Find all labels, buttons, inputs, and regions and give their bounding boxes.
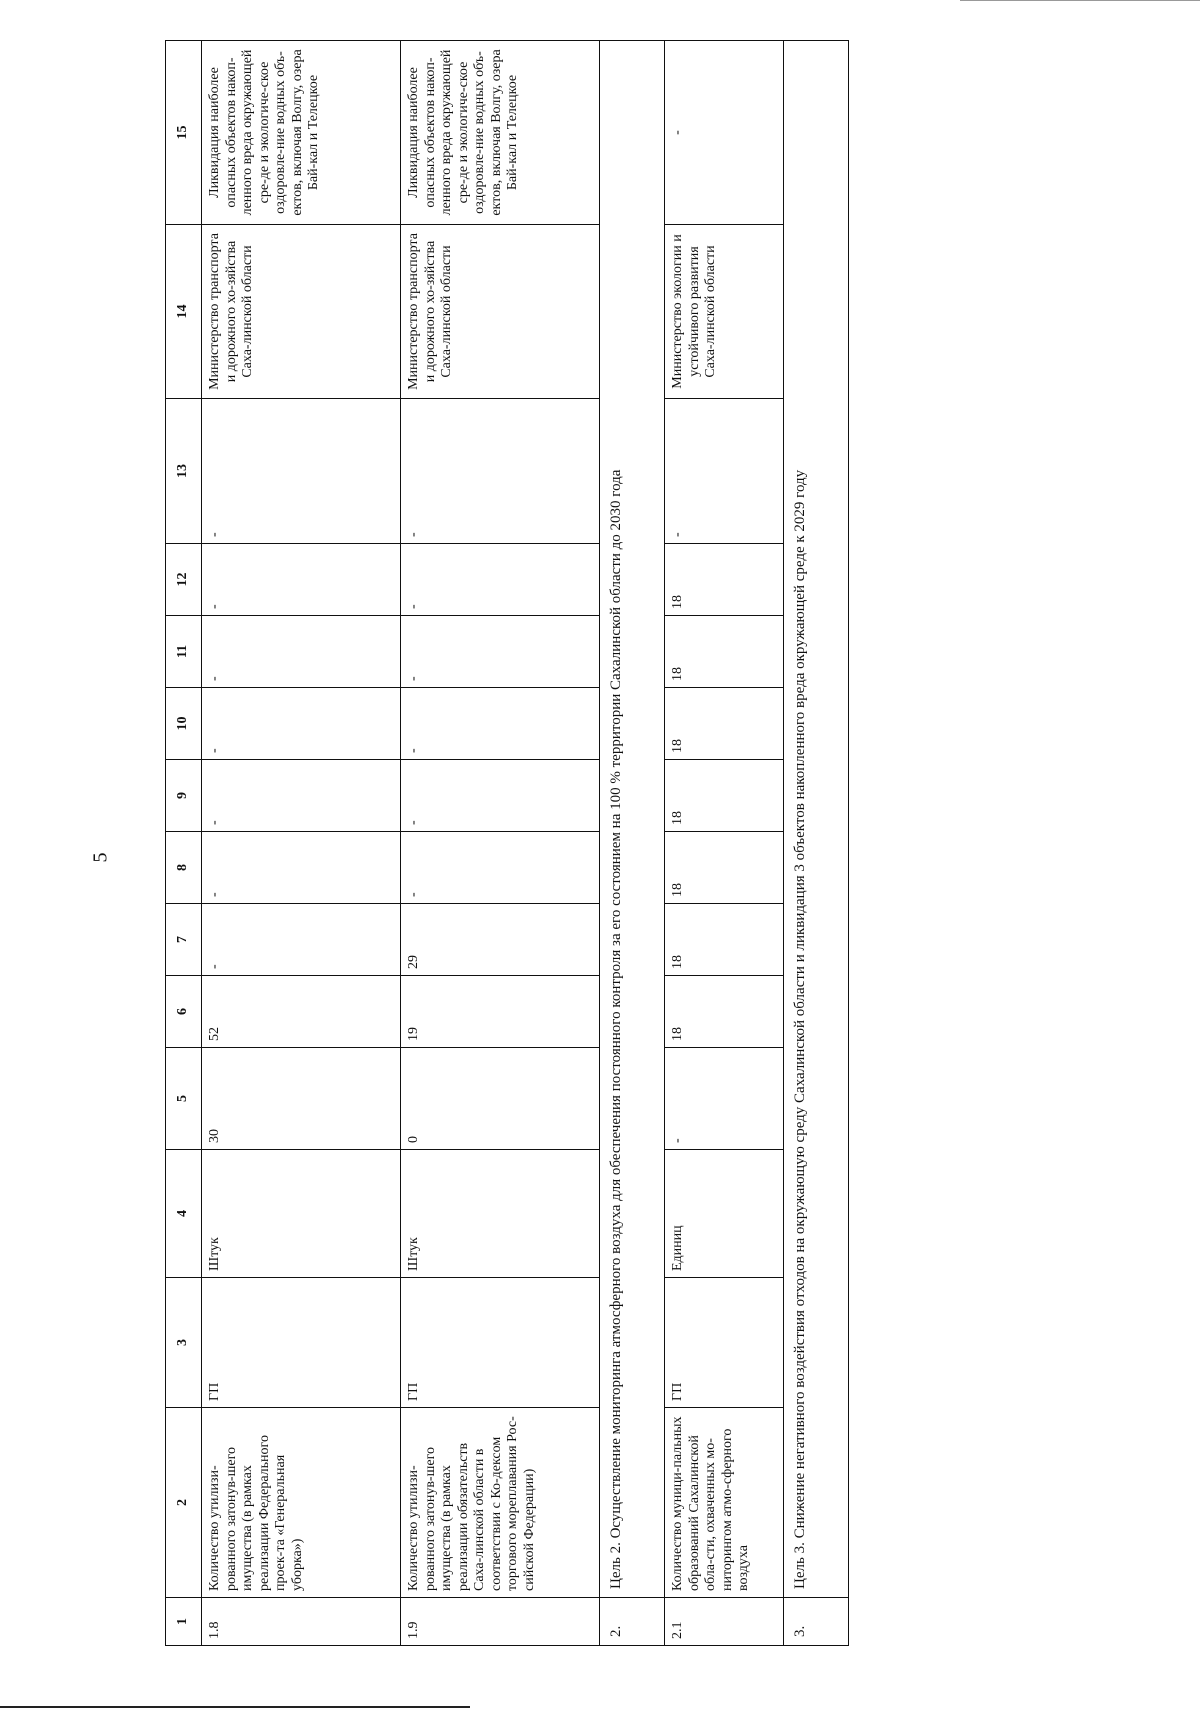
header-cell: 12 bbox=[166, 544, 202, 616]
header-cell: 11 bbox=[166, 616, 202, 688]
indicator-name: Количество утилизи-рованного затонув-шего имущества (в рамках реализации обязательств Саха-линской области в соответствии с Ко-дексом торгового мореплавания Рос-сийской Федерации) bbox=[401, 1408, 600, 1598]
header-cell: 5 bbox=[166, 1048, 202, 1150]
scan-edge-top bbox=[960, 0, 1200, 1]
value-cell: - bbox=[665, 1048, 784, 1150]
value-cell: - bbox=[202, 688, 401, 760]
goal-row bbox=[600, 41, 665, 1646]
header-cell: 4 bbox=[166, 1150, 202, 1278]
goal-row bbox=[784, 41, 849, 1646]
header-cell: 2 bbox=[166, 1408, 202, 1598]
indicator-type: ГП bbox=[401, 1278, 600, 1408]
value-cell: 52 bbox=[202, 976, 401, 1048]
row-number: 1.8 bbox=[202, 1598, 401, 1646]
header-cell: 3 bbox=[166, 1278, 202, 1408]
header-cell: 9 bbox=[166, 760, 202, 832]
value-cell: - bbox=[202, 399, 401, 544]
value-cell: - bbox=[202, 544, 401, 616]
value-cell: 18 bbox=[665, 904, 784, 976]
goal-number: 3. bbox=[784, 1598, 849, 1646]
unit: Штук bbox=[202, 1150, 401, 1278]
unit: Единиц bbox=[665, 1150, 784, 1278]
value-cell: - bbox=[202, 904, 401, 976]
header-cell: 8 bbox=[166, 832, 202, 904]
responsible-body: Министерство транспорта и дорожного хо-зяйства Саха-линской области bbox=[401, 225, 600, 399]
value-cell: 0 bbox=[401, 1048, 600, 1150]
header-row bbox=[166, 41, 202, 1646]
value-cell: - bbox=[401, 544, 600, 616]
header-cell: 15 bbox=[166, 41, 202, 225]
header-cell: 14 bbox=[166, 225, 202, 399]
indicator-type: ГП bbox=[202, 1278, 401, 1408]
page-number: 5 bbox=[89, 852, 112, 863]
value-cell: 30 bbox=[202, 1048, 401, 1150]
goal-text: Цель 3. Снижение негативного воздействия отходов на окружающую среду Сахалинской области и ликвидация 3 объектов накопленного вреда окружающей среде к 2029 году bbox=[784, 41, 849, 1598]
value-cell: 18 bbox=[665, 616, 784, 688]
header-cell: 7 bbox=[166, 904, 202, 976]
goal-number: 2. bbox=[600, 1598, 665, 1646]
value-cell: 29 bbox=[401, 904, 600, 976]
value-cell: 18 bbox=[665, 688, 784, 760]
header-cell: 1 bbox=[166, 1598, 202, 1646]
goal-text: Цель 2. Осуществление мониторинга атмосферного воздуха для обеспечения постоянного контроля за его состоянием на 100 % территории Сахалинской области до 2030 года bbox=[600, 41, 665, 1598]
value-cell: - bbox=[401, 616, 600, 688]
header-cell: 6 bbox=[166, 976, 202, 1048]
value-cell: - bbox=[665, 399, 784, 544]
value-cell: 19 bbox=[401, 976, 600, 1048]
row-number: 2.1 bbox=[665, 1598, 784, 1646]
unit: Штук bbox=[401, 1150, 600, 1278]
value-cell: - bbox=[401, 832, 600, 904]
table-row bbox=[202, 41, 401, 1646]
responsible-body: Министерство экологии и устойчивого развития Саха-линской области bbox=[665, 225, 784, 399]
table-row bbox=[401, 41, 600, 1646]
value-cell: - bbox=[401, 688, 600, 760]
value-cell: - bbox=[401, 399, 600, 544]
indicator-type: ГП bbox=[665, 1278, 784, 1408]
value-cell: 18 bbox=[665, 832, 784, 904]
value-cell: - bbox=[202, 760, 401, 832]
header-cell: 10 bbox=[166, 688, 202, 760]
value-cell: - bbox=[401, 760, 600, 832]
row-number: 1.9 bbox=[401, 1598, 600, 1646]
federal-goal: - bbox=[665, 41, 784, 225]
federal-goal: Ликвидация наиболее опасных объектов накоп-ленного вреда окружающей сре-де и экологиче-ское оздоровле-ние водных объ-ектов, включая Волгу, озера Бай-кал и Телецкое bbox=[202, 41, 401, 225]
value-cell: 18 bbox=[665, 976, 784, 1048]
indicators-table bbox=[165, 40, 849, 1646]
value-cell: 18 bbox=[665, 760, 784, 832]
indicator-name: Количество утилизи-рованного затонув-шего имущества (в рамках реализации Федерального проек-та «Генеральная уборка») bbox=[202, 1408, 401, 1598]
header-cell: 13 bbox=[166, 399, 202, 544]
federal-goal: Ликвидация наиболее опасных объектов накоп-ленного вреда окружающей сре-де и экологиче-ское оздоровле-ние водных объ-ектов, включая Волгу, озера Бай-кал и Телецкое bbox=[401, 41, 600, 225]
table-row bbox=[665, 41, 784, 1646]
value-cell: - bbox=[202, 832, 401, 904]
rotated-table-container bbox=[165, 41, 1072, 1646]
scan-edge-bottom bbox=[0, 1706, 470, 1708]
indicator-name: Количество муници-пальных образований Сахалинской обла-сти, охваченных мо-ниторингом атмо-сферного воздуха bbox=[665, 1408, 784, 1598]
value-cell: 18 bbox=[665, 544, 784, 616]
responsible-body: Министерство транспорта и дорожного хо-зяйства Саха-линской области bbox=[202, 225, 401, 399]
value-cell: - bbox=[202, 616, 401, 688]
